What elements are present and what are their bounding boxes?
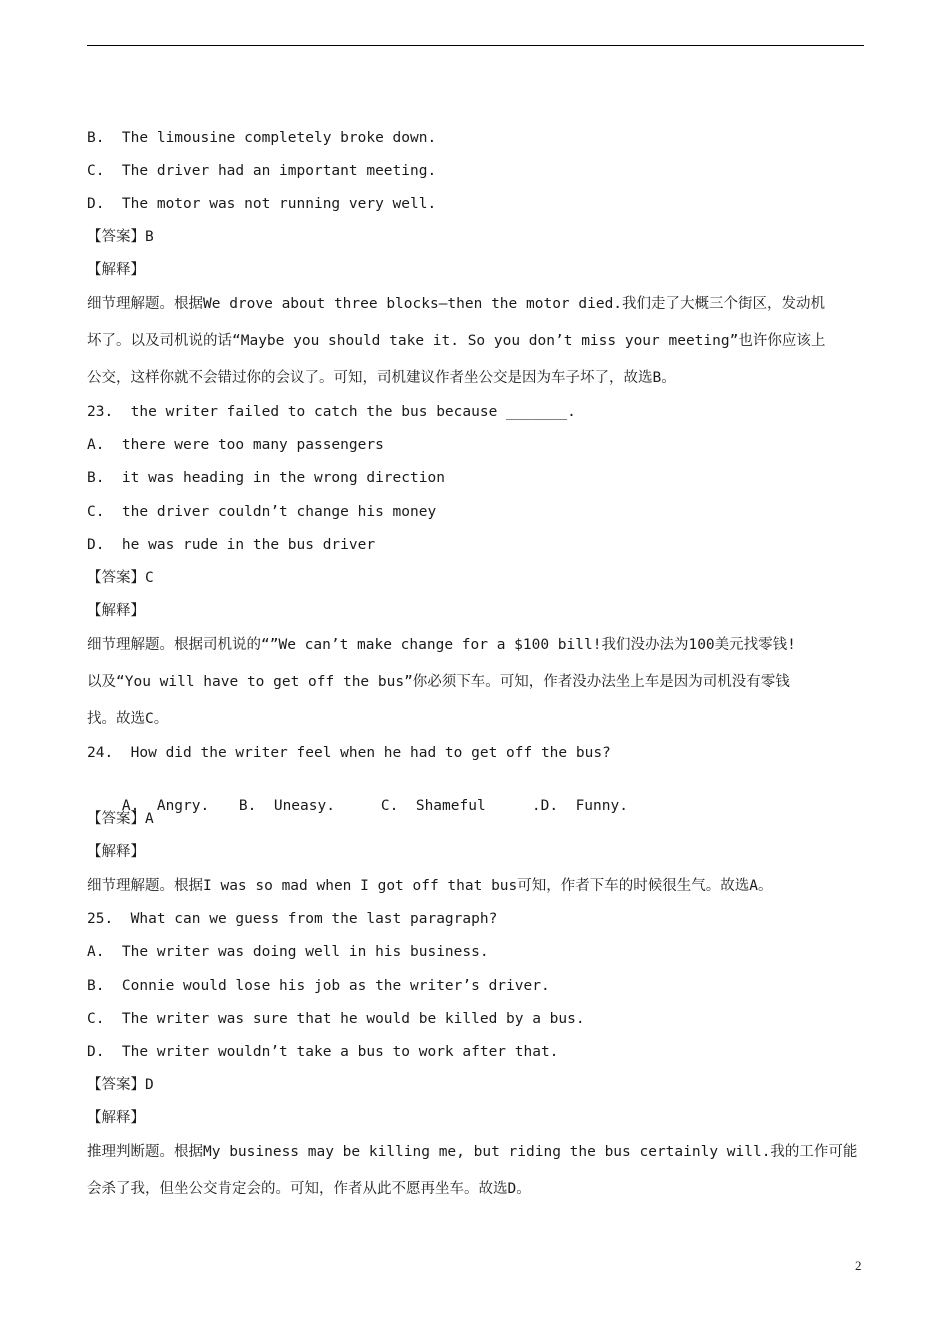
q24-answer: 【答案】A: [87, 811, 154, 827]
q25-explanation-label: 【解释】: [87, 1110, 145, 1126]
q25-answer: 【答案】D: [87, 1077, 154, 1093]
q24-option-b: B. Uneasy.: [238, 798, 335, 814]
q22-explanation-label: 【解释】: [87, 262, 145, 278]
header-rule: [87, 45, 864, 46]
q23-stem: 23. the writer failed to catch the bus because _______.: [87, 404, 576, 420]
q25-explanation-line-1: 推理判断题。根据My business may be killing me, but riding the bus certainly will.我的工作可能: [87, 1144, 858, 1160]
q24-option-a: A. Angry.: [121, 798, 210, 814]
q23-option-c: C. the driver couldn’t change his money: [87, 504, 437, 520]
q23-explanation-line-2: 以及“You will have to get off the bus”你必须下车。可知，作者没办法坐上车是因为司机没有零钱: [87, 674, 790, 690]
q23-explanation-line-1: 细节理解题。根据司机说的“”We can’t make change for a $100 bill!我们没办法为100美元找零钱!: [87, 637, 796, 653]
q23-option-b: B. it was heading in the wrong direction: [87, 470, 445, 486]
q25-option-c: C. The writer was sure that he would be killed by a bus.: [87, 1011, 585, 1027]
q22-option-d: D. The motor was not running very well.: [87, 196, 437, 212]
q23-option-a: A. there were too many passengers: [87, 437, 384, 453]
q25-stem: 25. What can we guess from the last paragraph?: [87, 911, 498, 927]
q22-answer: 【答案】B: [87, 229, 154, 245]
q25-explanation-line-2: 会杀了我，但坐公交肯定会的。可知，作者从此不愿再坐车。故选D。: [87, 1181, 531, 1197]
q23-explanation-label: 【解释】: [87, 603, 145, 619]
q22-explanation-line-2: 坏了。以及司机说的话“Maybe you should take it. So you don’t miss your meeting”也许你应该上: [87, 333, 826, 349]
q23-answer: 【答案】C: [87, 570, 154, 586]
q23-explanation-line-3: 找。故选C。: [87, 711, 169, 727]
q24-option-c: C. Shameful: [380, 798, 486, 814]
q24-stem: 24. How did the writer feel when he had to get off the bus?: [87, 745, 611, 761]
q24-explanation-label: 【解释】: [87, 844, 145, 860]
q24-option-d: .D. Funny.: [531, 798, 628, 814]
q22-explanation-line-1: 细节理解题。根据We drove about three blocks—then the motor died.我们走了大概三个街区，发动机: [87, 296, 826, 312]
q25-option-a: A. The writer was doing well in his business.: [87, 944, 489, 960]
q23-option-d: D. he was rude in the bus driver: [87, 537, 376, 553]
q24-explanation-line-1: 细节理解题。根据I was so mad when I got off that bus可知，作者下车的时候很生气。故选A。: [87, 878, 773, 894]
q25-option-b: B. Connie would lose his job as the writer’s driver.: [87, 978, 550, 994]
q22-option-b: B. The limousine completely broke down.: [87, 130, 437, 146]
q25-option-d: D. The writer wouldn’t take a bus to work after that.: [87, 1044, 559, 1060]
q22-option-c: C. The driver had an important meeting.: [87, 163, 437, 179]
q22-explanation-line-3: 公交，这样你就不会错过你的会议了。可知，司机建议作者坐公交是因为车子坏了，故选B。: [87, 370, 676, 386]
page-number: 2: [855, 1258, 862, 1273]
